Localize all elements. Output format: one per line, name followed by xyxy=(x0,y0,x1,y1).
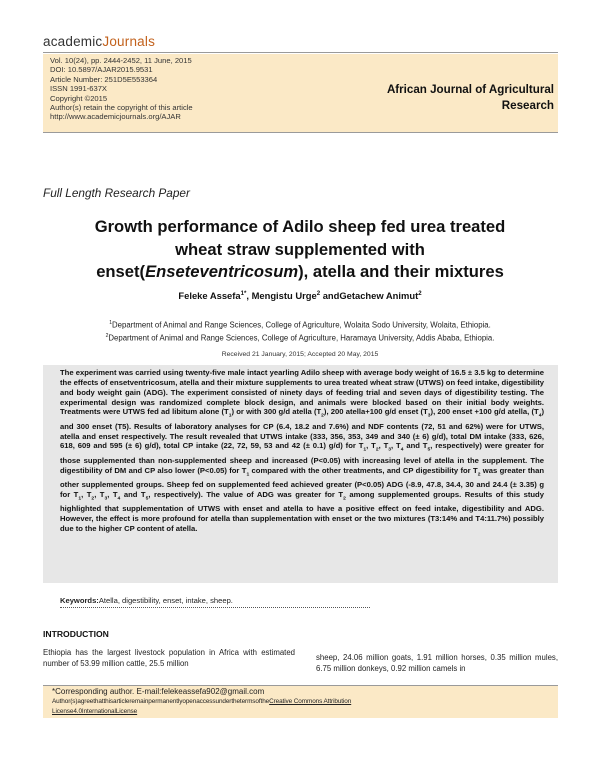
publisher-logo xyxy=(43,34,155,49)
affiliations xyxy=(0,318,600,344)
intro-column-right: sheep, 24.06 million goats, 1.91 million horses, 0.35 million mules, 6.75 million donkeys, 0.92 million camels in xyxy=(316,653,558,673)
license-link[interactable]: Creative Commons Attribution xyxy=(269,698,352,706)
meta-volume: Vol. 10(24), pp. 2444-2452, 11 June, 2015 xyxy=(50,56,192,65)
meta-journal-url[interactable]: http://www.academicjournals.org/AJAR xyxy=(50,112,181,122)
intro-column-left: Ethiopia has the largest livestock population in Africa with estimated number of 53.99 million cattle, 25.5 million xyxy=(43,648,295,668)
meta-issn: ISSN 1991-637X xyxy=(50,84,107,94)
author-1: Feleke Assefa xyxy=(178,290,241,302)
footnote xyxy=(52,687,351,718)
license-line2[interactable]: License4.0InternationalLicense xyxy=(52,708,138,716)
license-line1: Author(s)agreethatthisarticleremainpermanentlyopenaccessunderthetermsoftheCreative Commons Attribution xyxy=(52,698,352,706)
author-2: , Mengistu Urge xyxy=(246,290,317,302)
journal-title xyxy=(387,82,554,113)
keywords-label: Keywords: xyxy=(60,596,99,605)
corresponding-author: *Corresponding author. E-mail:felekeassefa902@gmail.com xyxy=(52,687,265,696)
meta-doi: DOI: 10.5897/AJAR2015.9531 xyxy=(50,65,153,75)
paper-title xyxy=(0,216,600,284)
logo-part1: academic xyxy=(43,34,103,49)
affiliation-1: $^1$Department of Animal and Range Sciences, College of Agriculture, Wolaita Sodo University, Wolaita, Ethiopia. xyxy=(109,320,491,330)
introduction-heading: INTRODUCTION xyxy=(43,629,109,639)
keywords-rule xyxy=(60,607,370,608)
affiliation-2: $^2$Department of Animal and Range Sciences, College of Agriculture, Haramaya University, Addis Ababa, Ethiopia. xyxy=(105,333,495,343)
journal-title-line2: Research xyxy=(501,98,554,112)
meta-copyright: Copyright ©2015 xyxy=(50,93,108,103)
received-dates: Received 21 January, 2015; Accepted 20 May, 2015 xyxy=(221,351,379,358)
title-line3: enset(Enseteventricosum), atella and their mixtures xyxy=(96,262,504,281)
header-rule xyxy=(43,52,558,53)
species-name: Enseteventricosum xyxy=(145,262,299,281)
keywords xyxy=(60,596,233,605)
article-meta xyxy=(50,56,193,122)
meta-rule xyxy=(43,132,558,133)
author-list: Feleke Assefa$^{1*}$, Mengistu Urge$^2$ andGetachew Animut$^2$ xyxy=(178,290,422,302)
journal-title-line1: African Journal of Agricultural xyxy=(386,83,554,96)
author-3: andGetachew Animut xyxy=(320,290,419,302)
title-line1: Growth performance of Adilo sheep fed urea treated xyxy=(94,217,506,236)
meta-rights: Author(s) retain the copyright of this article xyxy=(50,103,193,113)
meta-article-number: Article Number: 251D5E553364 xyxy=(50,74,158,84)
keywords-text: Atella, digestibility, enset, intake, sheep. xyxy=(98,596,233,605)
logo-part2: Journals xyxy=(102,34,156,49)
paper-type: Full Length Research Paper xyxy=(43,186,190,200)
abstract-text: The experiment was carried using twenty-five male intact yearling Adilo sheep with average body weight of 16.5 ± 3.5 kg to determine the effects of ensetventricosum, atella and their mixture supplements to urea treated wheat straw (UTWS) on feed intake, digestibility and body weight gain (ADG). The experiment consisted of ninety days of feeding trial and seven days of digestibility testing. The experimental design was randomized complete block design, and animals were blocked based on their initial body weights. Treatments were UTWS fed ad libitum alone $(T_1)$ or with 300 g/d atella $(T_2)$, 200 atella+100 g/d enset $(T_3)$, 200 enset +100 g/d atella, $(T_4)$ and 300 enset (T5). Results of laboratory analyses for CP (6.4, 18.2 and 7.6%) and NDF contents (72, 51 and 62%) were for UTWS, atella and enset respectively. The result revealed that UTWS intake (333, 356, 353, 349 and 340 (± 6) g/d), total DM intake (333, 626, 618, 609 and 595 (± 6) g/d), total CP intake (22, 72, 59, 53 and 42 (± 0.1) g/d) for $T_1$, $T_2$, $T_3$, $T_4$ and $T_5$, respectively) were greater for those supplemented than non-supplemented sheep and increased (P<0.05) with increasing level of atella in the supplement. The digestibility of DM and CP also lower (P<0.05) for $T_1$ compared with the other treatments, and CP digestibility for $T_2$ was greater than other supplemented groups. Sheep fed on supplemented feed achieved greater (P<0.05) ADG (-8.9, 47.8, 34.4, 30 and 24.4 (± 3.35) g for $T_1$, $T_2$, $T_3$, $T_4$ and $T_5$, respectively). The value of ADG was greater for $T_2$ among supplemented groups. Results of this study highlighted that supplementation of UTWS with enset and atella to have a positive effect on feed intake, digestibility and ADG. However, the effect is more profound for atella than supplementation with enset or the two mixtures (T3:14% and T4:11.7%) possibly due to the higher CP content of atella. xyxy=(60,368,545,533)
title-line2: wheat straw supplemented with xyxy=(175,239,425,259)
